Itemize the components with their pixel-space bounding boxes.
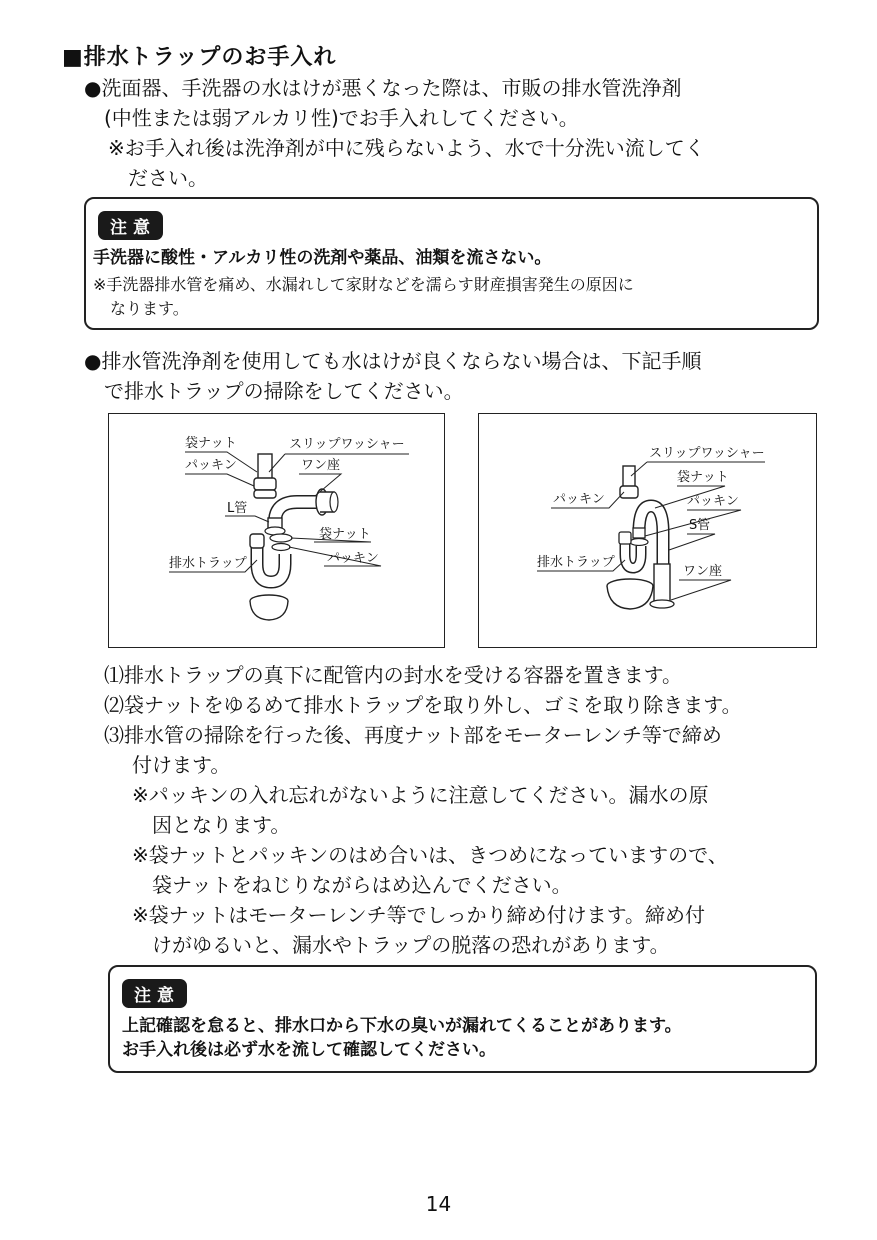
step-2: ⑵袋ナットをゆるめて排水トラップを取り外し、ゴミを取り除きます。 <box>104 693 742 717</box>
intro-note-line-1: ※お手入れ後は洗浄剤が中に残らないよう、水で十分洗い流してく <box>108 136 705 160</box>
step-note-2-line-2: 袋ナットをねじりながらはめ込んでください。 <box>152 873 572 897</box>
label-fukuro-nut-top: 袋ナット <box>185 436 237 451</box>
label-wanza-r: ワン座 <box>683 564 723 579</box>
caution-badge-1: 注意 <box>98 211 163 240</box>
label-s-pipe: S管 <box>689 518 711 533</box>
caution-2-line-1: 上記確認を怠ると、排水口から下水の臭いが漏れてくることがあります。 <box>122 1016 682 1036</box>
page-number: 14 <box>425 1192 452 1216</box>
label-trap-r: 排水トラップ <box>537 555 615 570</box>
s-pipe-trap-illustration <box>479 414 815 646</box>
l-pipe-trap-illustration <box>109 414 443 646</box>
label-slip-washer-r: スリップワッシャー <box>649 446 765 461</box>
intro2-line-1: ●排水管洗浄剤を使用しても水はけが良くならない場合は、下記手順 <box>84 349 702 373</box>
step-note-1-line-1: ※パッキンの入れ忘れがないように注意してください。漏水の原 <box>132 783 709 807</box>
intro2-line-2: で排水トラップの掃除をしてください。 <box>104 379 464 403</box>
label-packing-top: パッキン <box>185 458 237 473</box>
step-note-3-line-1: ※袋ナットはモーターレンチ等でしっかり締め付けます。締め付 <box>132 903 706 927</box>
caution-1-note-line-1: ※手洗器排水管を痛め、水漏れして家財などを濡らす財産損害発生の原因に <box>93 275 634 294</box>
intro-line-1: ●洗面器、手洗器の水はけが悪くなった際は、市販の排水管洗浄剤 <box>84 76 682 100</box>
label-slip-washer: スリップワッシャー <box>289 437 405 452</box>
intro-note-line-2: ださい。 <box>128 166 208 190</box>
label-fukuro-nut-mid: 袋ナット <box>319 527 371 542</box>
step-note-3-line-2: けがゆるいと、漏水やトラップの脱落の恐れがあります。 <box>152 933 670 957</box>
diagram-l-pipe-trap <box>108 413 445 648</box>
caution-1-warning: 手洗器に酸性・アルカリ性の洗剤や薬品、油類を流さない。 <box>93 248 552 268</box>
section-title: ■排水トラップのお手入れ <box>62 45 337 70</box>
caution-2-line-2: お手入れ後は必ず水を流して確認してください。 <box>122 1040 496 1060</box>
intro-line-2: (中性または弱アルカリ性)でお手入れしてください。 <box>104 106 579 130</box>
caution-box-1 <box>84 197 819 330</box>
label-packing-mid: パッキン <box>327 551 379 566</box>
step-3-line-1: ⑶排水管の掃除を行った後、再度ナット部をモーターレンチ等で締め <box>104 723 722 747</box>
caution-1-note-line-2: なります。 <box>110 299 189 318</box>
step-3-line-2: 付けます。 <box>132 753 231 777</box>
label-packing-left-r: パッキン <box>553 492 605 507</box>
label-wanza: ワン座 <box>301 458 341 473</box>
diagram-s-pipe-trap <box>478 413 817 648</box>
caution-badge-2: 注意 <box>122 979 187 1008</box>
label-l-pipe: L管 <box>227 501 248 516</box>
caution-box-2 <box>108 965 817 1073</box>
step-1: ⑴排水トラップの真下に配管内の封水を受ける容器を置きます。 <box>104 663 682 687</box>
label-trap: 排水トラップ <box>169 556 247 571</box>
step-note-2-line-1: ※袋ナットとパッキンのはめ合いは、きつめになっていますので、 <box>132 843 728 867</box>
label-packing-right-r: パッキン <box>687 494 739 509</box>
step-note-1-line-2: 因となります。 <box>152 813 291 837</box>
label-fukuro-nut-r: 袋ナット <box>677 470 729 485</box>
